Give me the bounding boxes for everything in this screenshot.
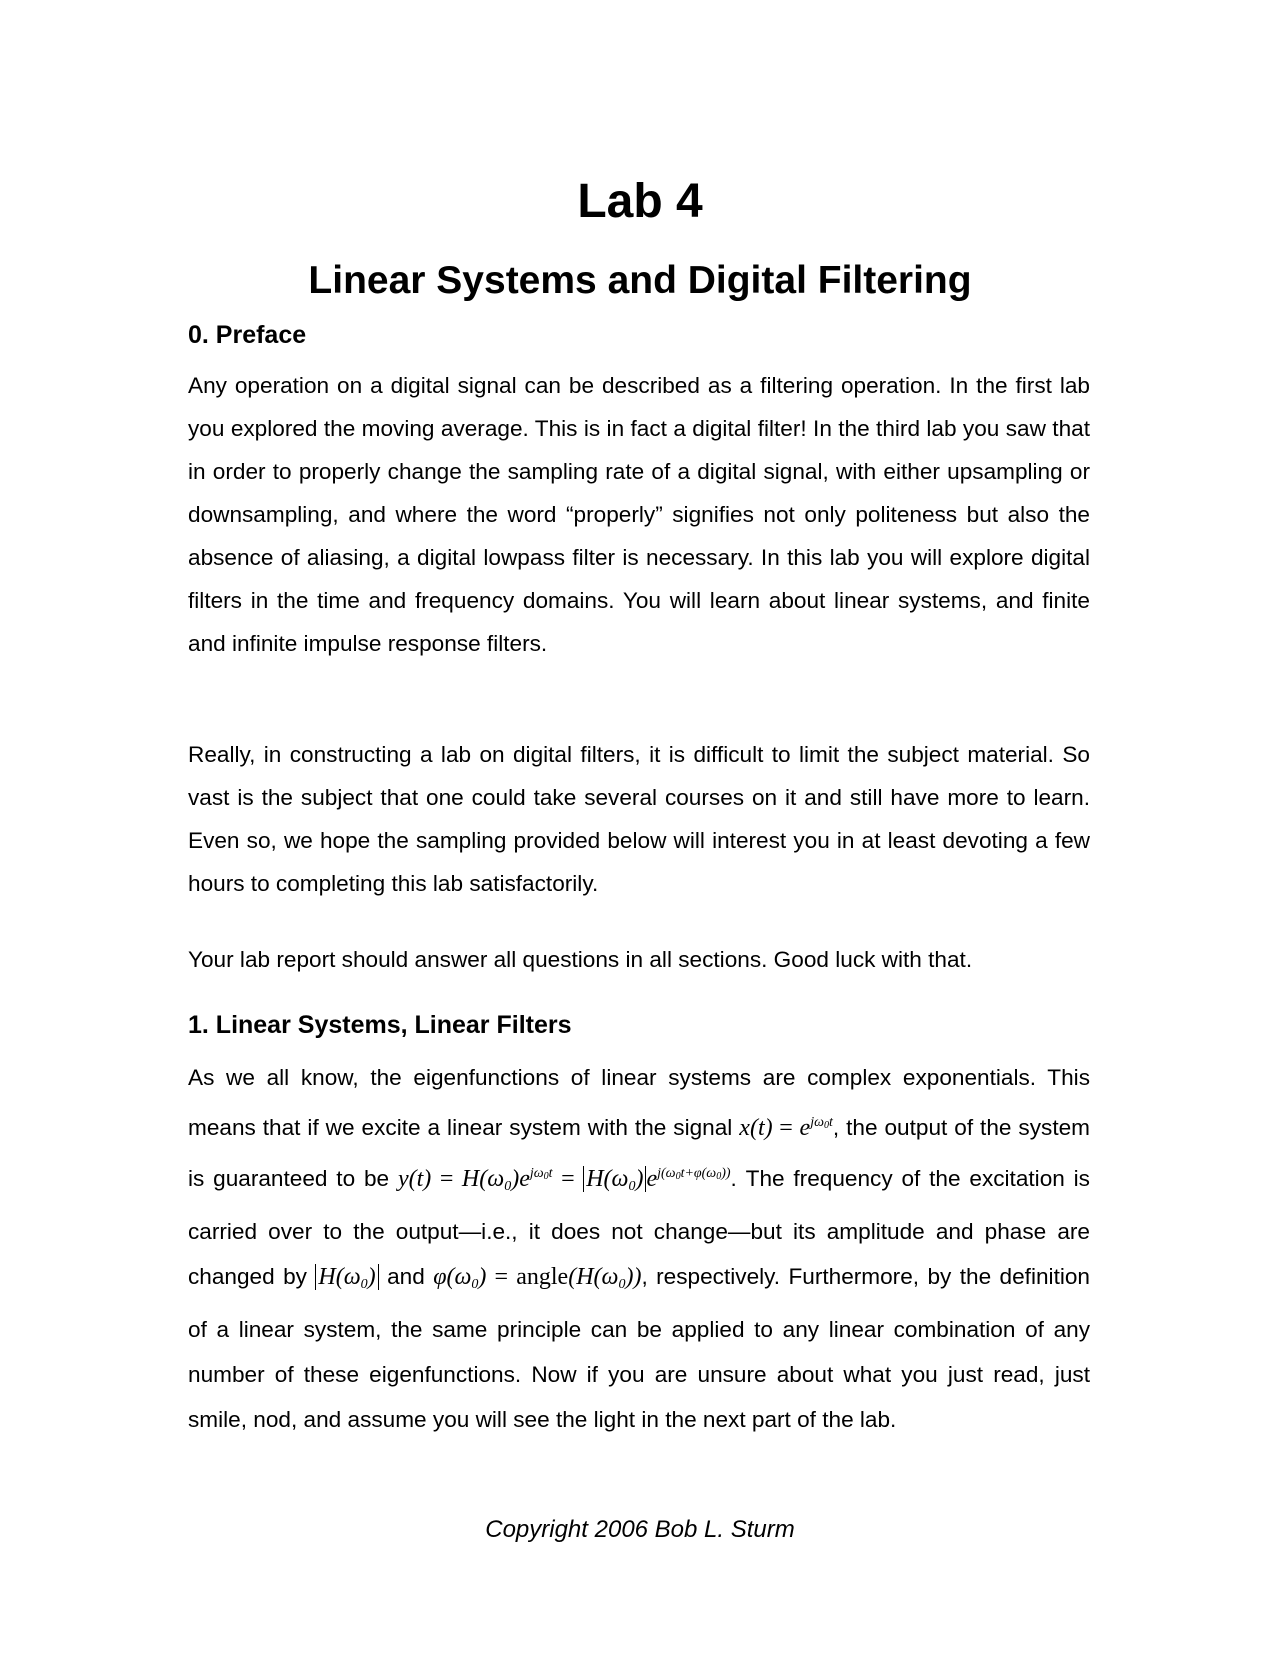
section-1-text-a: As we all know, the eigenfunctions of linear systems are complex exponentials. This means that if we excite a linear system with the signal — [188, 1065, 1090, 1140]
section-1-text-e: , respectively. Furthermore, by the definition of a linear system, the same principle can be applied to any linear combination of any number of these eigenfunctions. Now if you are unsure about what you just read, just smile, nod, and assume you will see the light in the next part of the lab. — [188, 1264, 1090, 1432]
section-1-text-b: , the output of the system is guaranteed to be — [188, 1115, 1090, 1191]
copyright-footer: Copyright 2006 Bob L. Sturm — [485, 1516, 795, 1543]
angle-word: angle — [516, 1264, 569, 1290]
equation-output-signal: $y(t) = H(\omega_0)e^{j\omega_0t} = H(\omega_0)$ $e^{j(\omega_0t+\varphi(\omega_0))}$ — [397, 1166, 731, 1194]
section-1-heading: 1. Linear Systems, Linear Filters — [188, 1011, 572, 1039]
preface-heading: 0. Preface — [188, 321, 307, 349]
lab-subtitle: Linear Systems and Digital Filtering — [308, 259, 972, 302]
section-1-paragraph — [188, 1055, 1090, 1442]
equation-magnitude-response: $H(\omega_0)$ — [315, 1264, 378, 1290]
preface-paragraph-3: Your lab report should answer all questions in all sections. Good luck with that. — [188, 947, 973, 972]
equation-phase-response: $\varphi(\omega_0)$ = $angle(H(\omega_0))$ — [433, 1264, 642, 1292]
section-1-text-d: and — [378, 1264, 434, 1289]
preface-paragraph-1: Any operation on a digital signal can be described as a filtering operation. In the first lab you explored the moving average. This is in fact a digital filter! In the third lab you saw that in order to properly change the sampling rate of a digital signal, with either upsampling or downsampling, and where the word “properly” signifies not only politeness but also the absence of aliasing, a digital lowpass filter is necessary. In this lab you will explore digital filters in the time and frequency domains. You will learn about linear systems, and finite and infinite impulse response filters. — [188, 373, 1090, 656]
preface-paragraph-2: Really, in constructing a lab on digital filters, it is difficult to limit the subject material. So vast is the subject that one could take several courses on it and still have more to learn. Even so, we hope the sampling provided below will interest you in at least devoting a few hours to completing this lab satisfactorily. — [188, 742, 1090, 896]
lab-number-title: Lab 4 — [577, 175, 703, 228]
equation-input-signal: $x(t) = e^{j\omega_0t}$ — [739, 1115, 833, 1141]
section-1-text-c: . The frequency of the excitation is carried over to the output—i.e., it does not change—but its amplitude and phase are changed by — [188, 1166, 1090, 1289]
